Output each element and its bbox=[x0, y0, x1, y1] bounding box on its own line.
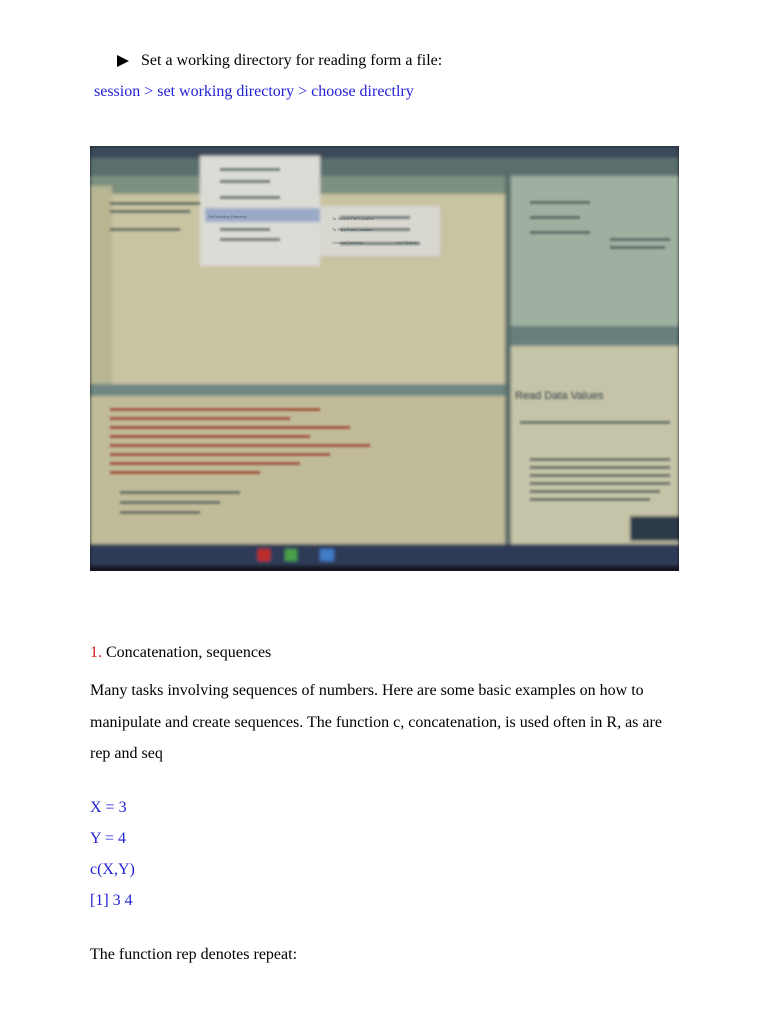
rep-description: The function rep denotes repeat: bbox=[90, 946, 298, 963]
menu-item-choose-directory: Choose Directory... bbox=[332, 240, 366, 245]
instruction-line bbox=[117, 52, 442, 70]
code-line-concat: c(X,Y) bbox=[90, 861, 135, 878]
arrow-bullet-icon bbox=[117, 55, 129, 67]
code-line-y: Y = 4 bbox=[90, 830, 126, 847]
section-heading bbox=[90, 644, 271, 662]
code-line-output: [1] 3 4 bbox=[90, 892, 133, 909]
menu-item-shortcut: Ctrl+Shift+H bbox=[396, 240, 418, 245]
menu-item-source-location: To Source File Location bbox=[332, 216, 374, 221]
section-paragraph: Many tasks involving sequences of numbers. Here are some basic examples on how to manipulate and create sequences. The function c, concatenation, is used often in R, as are rep and seq bbox=[90, 682, 662, 762]
menu-item-set-wd: Set Working Directory bbox=[208, 214, 247, 219]
help-title-text: Read Data Values bbox=[515, 390, 604, 402]
code-line-x: X = 3 bbox=[90, 799, 127, 816]
menu-path-text: session > set working directory > choose directlry bbox=[94, 83, 414, 100]
instruction-text: Set a working directory for reading form a file: bbox=[141, 52, 443, 69]
rstudio-photo bbox=[90, 146, 679, 571]
section-title: Concatenation, sequences bbox=[106, 644, 272, 661]
menu-item-files-pane: To Files Pane Location bbox=[332, 227, 373, 232]
section-number: 1. bbox=[90, 644, 102, 661]
